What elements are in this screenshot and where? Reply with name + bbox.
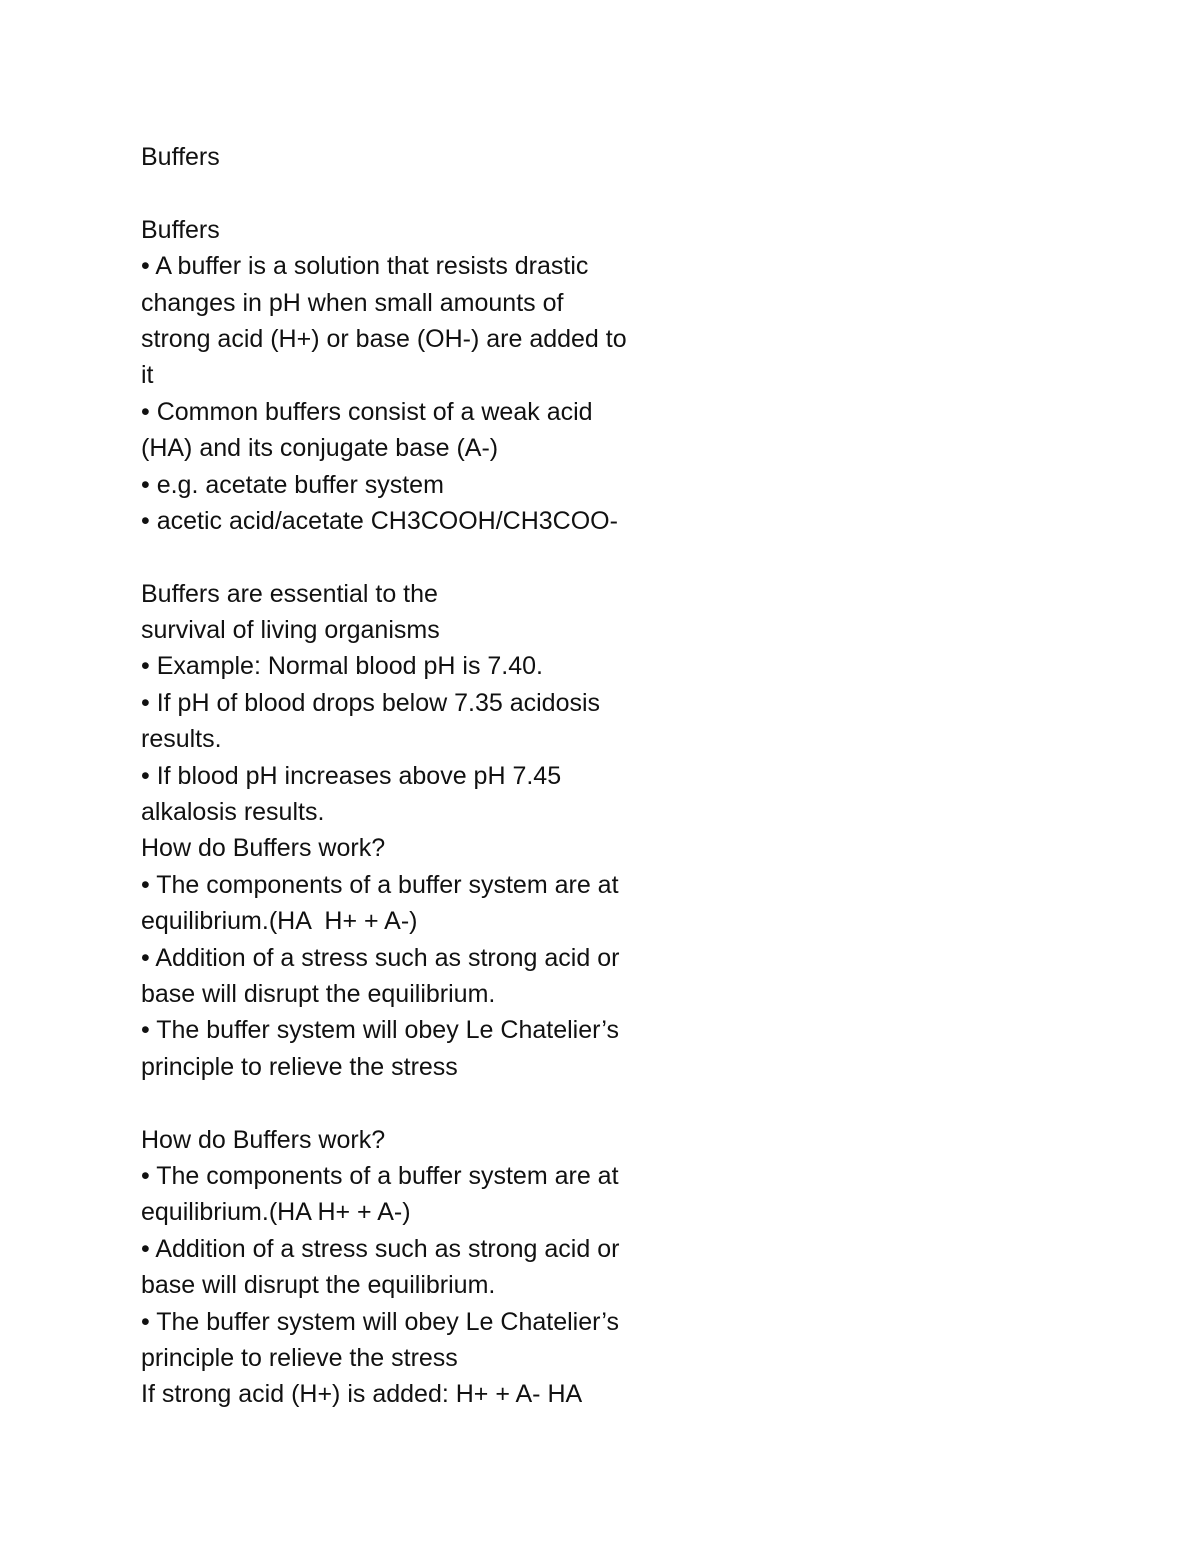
text-line: • Addition of a stress such as strong acid or [141,943,620,972]
text-line: • The components of a buffer system are at [141,1161,619,1190]
text-line: equilibrium.(HA H+ + A-) [141,907,418,936]
section-heading: Buffers are essential to the [141,579,438,608]
text-line: changes in pH when small amounts of [141,288,564,317]
spacer [141,539,701,575]
text-line: results. [141,725,222,754]
text-line: it [141,361,154,390]
text-line: (HA) and its conjugate base (A-) [141,434,499,463]
text-line: • Example: Normal blood pH is 7.40. [141,652,543,681]
text-line: • e.g. acetate buffer system [141,470,444,499]
text-line: base will disrupt the equilibrium. [141,979,496,1008]
section-heading: How do Buffers work? [141,834,386,863]
spacer [141,175,701,211]
text-line: principle to relieve the stress [141,1052,458,1081]
text-line: • If pH of blood drops below 7.35 acidosis [141,688,601,717]
text-line: • The buffer system will obey Le Chatelier’s [141,1307,619,1336]
document-title: Buffers [141,143,220,171]
text-line: • If blood pH increases above pH 7.45 [141,761,562,790]
text-line: • acetic acid/acetate CH3COOH/CH3COO- [141,506,618,535]
text-line: • The buffer system will obey Le Chatelier’s [141,1016,619,1045]
text-line: alkalosis results. [141,798,325,827]
text-line: strong acid (H+) or base (OH-) are added to [141,324,627,353]
section-heading: Buffers [141,215,220,244]
text-line: • Common buffers consist of a weak acid [141,397,593,426]
text-line: principle to relieve the stress [141,1343,458,1372]
text-line: base will disrupt the equilibrium. [141,1271,496,1300]
section-heading: survival of living organisms [141,616,440,645]
text-line: equilibrium.(HA H+ + A-) [141,1198,411,1227]
spacer [141,1085,701,1121]
document-content [141,139,701,1413]
text-line: • A buffer is a solution that resists drastic [141,252,589,281]
text-line: • The components of a buffer system are at [141,870,619,899]
text-line: • Addition of a stress such as strong acid or [141,1234,620,1263]
text-line: If strong acid (H+) is added: H+ + A- HA [141,1380,583,1409]
section-heading: How do Buffers work? [141,1125,386,1154]
